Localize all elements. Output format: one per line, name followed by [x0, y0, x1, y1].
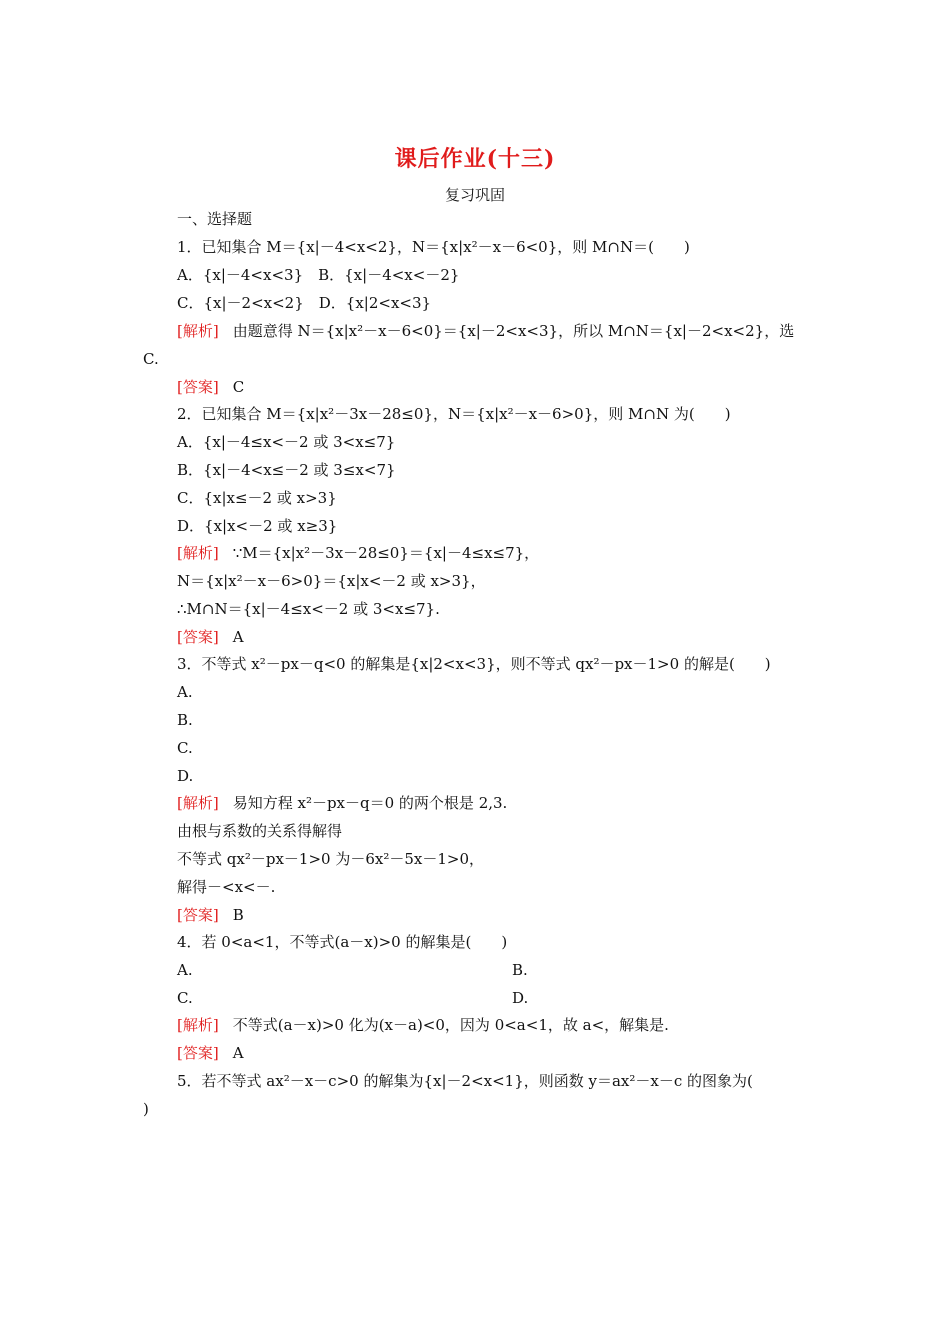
- q1-options-ab: A．{x|－4<x<3} B．{x|－4<x<－2}: [177, 266, 460, 284]
- q3-analysis-line: [177, 793, 507, 813]
- q3-answer: B: [232, 906, 244, 924]
- q4-answer: A: [232, 1044, 244, 1062]
- q3-answer-line: [177, 905, 244, 925]
- q1-stem: 1．已知集合 M＝{x|－4<x<2}，N＝{x|x²－x－6<0}，则 M∩N＝( ): [177, 238, 690, 256]
- q1-answer-line: [177, 377, 244, 397]
- analysis-tag: [解析]: [177, 1016, 219, 1034]
- q3-option-c: C.: [177, 739, 193, 757]
- q4-option-b: B.: [512, 961, 528, 979]
- q2-analysis-2: N＝{x|x²－x－6>0}＝{x|x<－2 或 x>3}，: [177, 572, 486, 590]
- q4-stem: 4．若 0<a<1，不等式(a－x)>0 的解集是( ): [177, 933, 508, 951]
- q5-stem: 5．若不等式 ax²－x－c>0 的解集为{x|－2<x<1}，则函数 y＝ax²－x－c 的图象为(: [177, 1072, 753, 1090]
- q3-option-a: A.: [177, 683, 193, 701]
- answer-tag: [答案]: [177, 906, 219, 924]
- q2-analysis-line: [177, 543, 539, 563]
- analysis-tag: [解析]: [177, 544, 219, 562]
- analysis-tag: [解析]: [177, 322, 219, 340]
- page-subtitle: 复习巩固: [444, 186, 505, 204]
- q2-option-b: B．{x|－4<x≤－2 或 3≤x<7}: [177, 461, 396, 479]
- q3-analysis-4: 解得－<x<－.: [177, 878, 276, 896]
- q3-analysis-1: 易知方程 x²－px－q＝0 的两个根是 2,3.: [232, 794, 508, 812]
- q3-option-d: D.: [177, 767, 194, 785]
- q2-option-a: A．{x|－4≤x<－2 或 3<x≤7}: [177, 433, 396, 451]
- q4-option-a: A.: [177, 961, 193, 979]
- q4-option-d: D.: [512, 989, 529, 1007]
- q3-option-b: B.: [177, 711, 193, 729]
- q2-analysis-3: ∴M∩N＝{x|－4≤x<－2 或 3<x≤7}.: [177, 600, 440, 618]
- answer-tag: [答案]: [177, 1044, 219, 1062]
- q4-analysis: 不等式(a－x)>0 化为(x－a)<0，因为 0<a<1，故 a<，解集是.: [232, 1016, 669, 1034]
- q4-option-c: C.: [177, 989, 193, 1007]
- q2-option-c: C．{x|x≤－2 或 x>3}: [177, 489, 337, 507]
- answer-tag: [答案]: [177, 378, 219, 396]
- q5-stem-tail: ): [143, 1100, 149, 1118]
- q2-option-d: D．{x|x<－2 或 x≥3}: [177, 517, 338, 535]
- q1-answer: C: [232, 378, 245, 396]
- q1-analysis: 由题意得 N＝{x|x²－x－6<0}＝{x|－2<x<3}，所以 M∩N＝{x|－2<x<2}，选: [232, 322, 795, 340]
- q1-options-cd: C．{x|－2<x<2} D．{x|2<x<3}: [177, 294, 432, 312]
- q1-analysis-line: [177, 321, 794, 341]
- q4-analysis-line: [177, 1015, 669, 1035]
- q3-analysis-2: 由根与系数的关系得解得: [177, 822, 343, 840]
- q3-analysis-3: 不等式 qx²－px－1>0 为－6x²－5x－1>0，: [177, 850, 485, 868]
- q1-analysis-tail: C.: [143, 350, 159, 368]
- q3-stem: 3．不等式 x²－px－q<0 的解集是{x|2<x<3}，则不等式 qx²－px－1>0 的解是( ): [177, 655, 771, 673]
- page-title: 课后作业(十三): [394, 146, 556, 172]
- answer-tag: [答案]: [177, 628, 219, 646]
- q2-answer-line: [177, 627, 244, 647]
- q2-analysis-1: ∵M＝{x|x²－3x－28≤0}＝{x|－4≤x≤7}，: [232, 544, 540, 562]
- q4-answer-line: [177, 1043, 244, 1063]
- analysis-tag: [解析]: [177, 794, 219, 812]
- section-heading: 一、选择题: [177, 210, 253, 228]
- q2-stem: 2．已知集合 M＝{x|x²－3x－28≤0}，N＝{x|x²－x－6>0}，则 M∩N 为( ): [177, 405, 731, 423]
- q2-answer: A: [232, 628, 244, 646]
